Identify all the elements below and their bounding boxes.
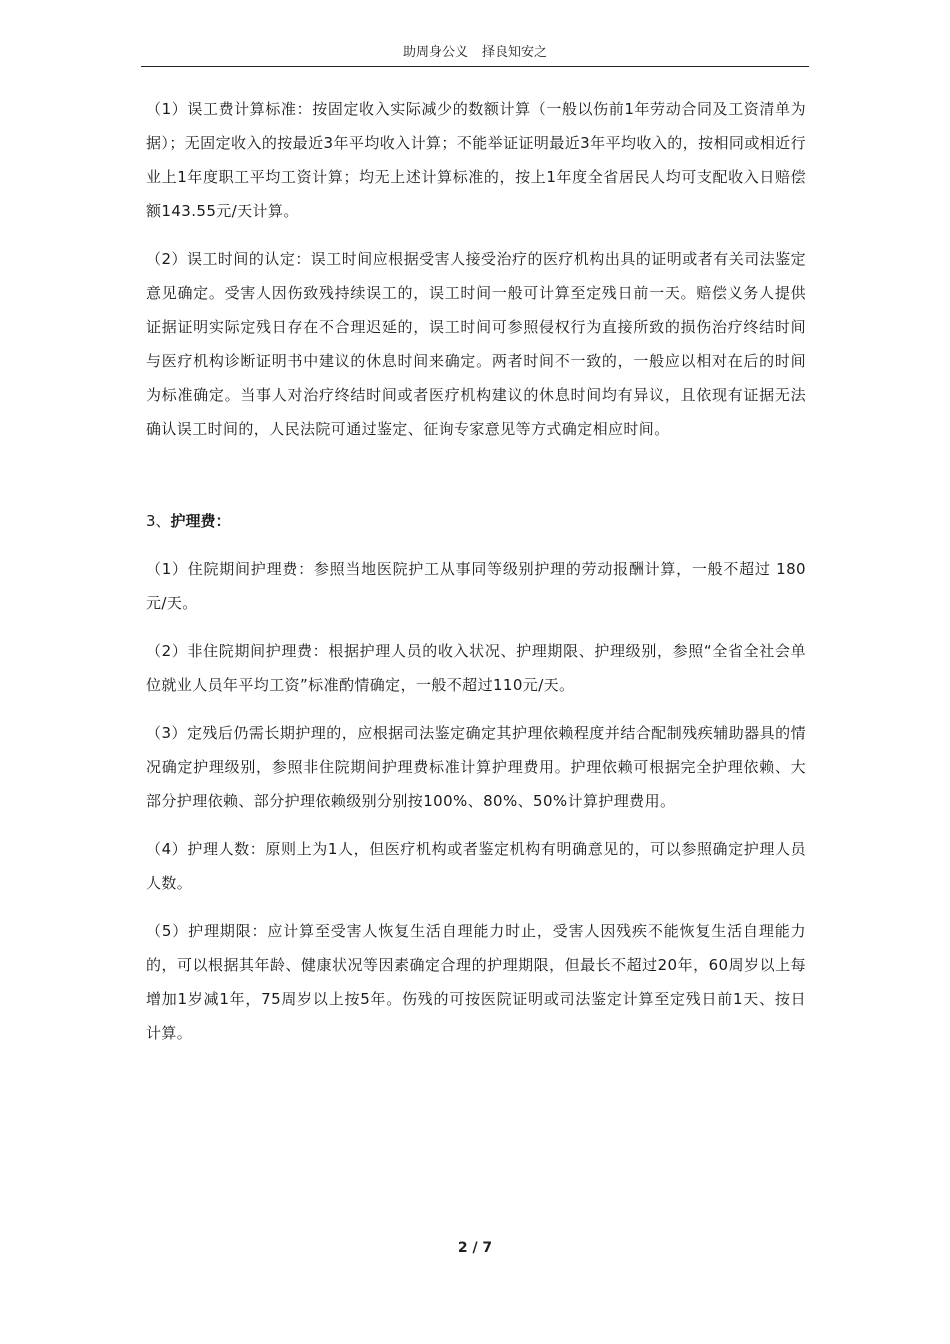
- header-motto-left: 助周身公义: [402, 45, 468, 60]
- header-motto-right: 择良知安之: [482, 45, 548, 60]
- section-number: 3、: [146, 512, 171, 530]
- paragraph-inpatient-nursing: （1）住院期间护理费：参照当地医院护工从事同等级别护理的劳动报酬计算，一般不超过 180元/天。: [146, 560, 806, 612]
- paragraph-outpatient-nursing: （2）非住院期间护理费：根据护理人员的收入状况、护理期限、护理级别，参照“全省全社会单位就业人员年平均工资”标准酌情确定，一般不超过110元/天。: [146, 642, 806, 694]
- paragraph-lost-work-time: （2）误工时间的认定：误工时间应根据受害人接受治疗的医疗机构出具的证明或者有关司法鉴定意见确定。受害人因伤致残持续误工的，误工时间一般可计算至定残日前一天。赔偿义务人提供证据证明实际定残日存在不合理迟延的，误工时间可参照侵权行为直接所致的损伤治疗终结时间与医疗机构诊断证明书中建议的休息时间来确定。两者时间不一致的，一般应以相对在后的时间为标准确定。当事人对治疗终结时间或者医疗机构建议的休息时间均有异议，且依现有证据无法确认误工时间的，人民法院可通过鉴定、征询专家意见等方式确定相应时间。: [146, 250, 806, 438]
- paragraph-lost-wage-standard: （1）误工费计算标准：按固定收入实际减少的数额计算（一般以伤前1年劳动合同及工资清单为据）；无固定收入的按最近3年平均收入计算；不能举证证明最近3年平均收入的，按相同或相近行业上1年度职工平均工资计算；均无上述计算标准的，按上1年度全省居民人均可支配收入日赔偿额143.55元/天计算。: [146, 100, 806, 220]
- page-header: [141, 44, 809, 67]
- document-body: [146, 92, 806, 1064]
- section-heading-nursing-fee: [146, 504, 806, 538]
- paragraph-nursing-period: （5）护理期限：应计算至受害人恢复生活自理能力时止，受害人因残疾不能恢复生活自理能力的，可以根据其年龄、健康状况等因素确定合理的护理期限，但最长不超过20年，60周岁以上每增加1岁减1年，75周岁以上按5年。伤残的可按医院证明或司法鉴定计算至定残日前1天、按日计算。: [146, 922, 806, 1042]
- section-title: 护理费：: [170, 512, 231, 530]
- paragraph-nursing-headcount: （4）护理人数：原则上为1人，但医疗机构或者鉴定机构有明确意见的，可以参照确定护理人员人数。: [146, 840, 806, 892]
- paragraph-long-term-nursing: （3）定残后仍需长期护理的，应根据司法鉴定确定其护理依赖程度并结合配制残疾辅助器具的情况确定护理级别，参照非住院期间护理费标准计算护理费用。护理依赖可根据完全护理依赖、大部分护理依赖、部分护理依赖级别分别按100%、80%、50%计算护理费用。: [146, 724, 806, 810]
- page-number: 2 / 7: [457, 1240, 493, 1256]
